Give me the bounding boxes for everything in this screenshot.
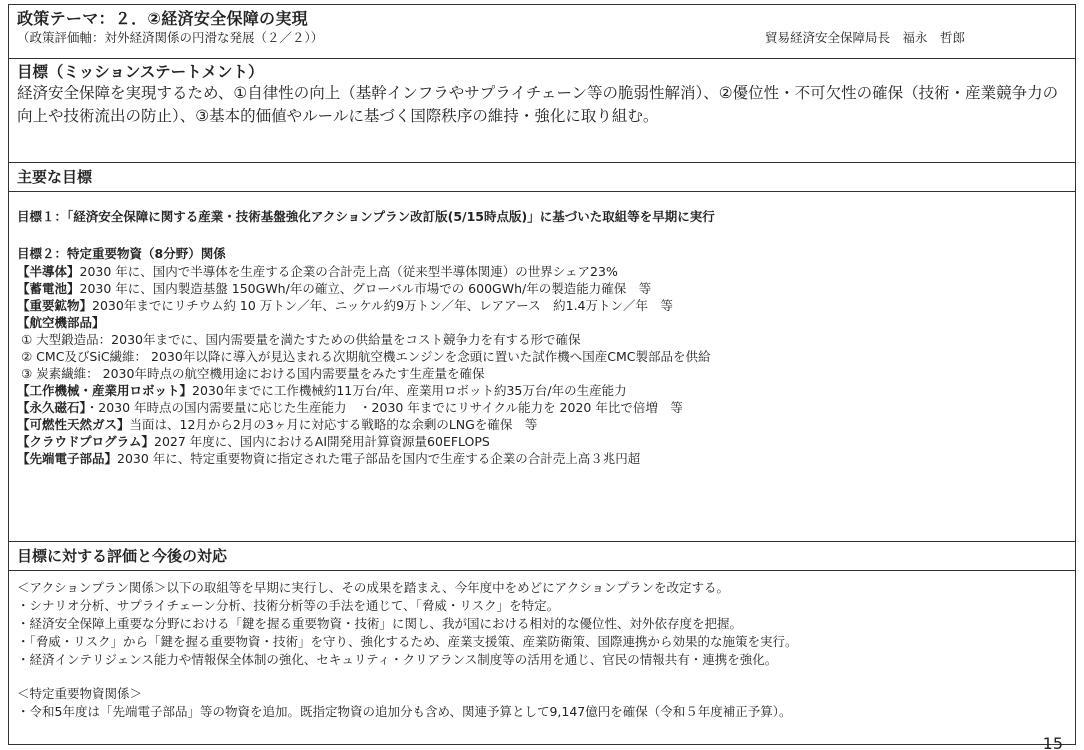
goal-item-text: 2030 年に、国内で半導体を生産する企業の合計売上高（従来型半導体関連）の世界シェア23% xyxy=(79,264,618,279)
evaluation-heading: 目標に対する評価と今後の対応 xyxy=(9,542,1075,571)
aircraft-subitem: ② CMC及びSiC繊維： 2030年以降に導入が見込まれる次期航空機エンジンを念頭に置いた試作機へ国産CMC製部品を供給 xyxy=(21,349,711,364)
goal-item-machine-tools xyxy=(17,382,1067,399)
goal-item-minerals xyxy=(17,297,1067,314)
goal-item-text: 当面は、12月から2月の3ヶ月に対応する戦略的な余剰のLNGを確保 等 xyxy=(129,417,538,432)
goal-item-battery xyxy=(17,280,1067,297)
policy-sheet xyxy=(8,4,1076,750)
evaluation-line: ＜アクションプラン関係＞以下の取組等を早期に実行し、その成果を踏まえ、今年度中をめどにアクションプランを改定する。 xyxy=(17,580,730,595)
goal-item-text: 2027 年度に、国内におけるAI開発用計算資源量60EFLOPS xyxy=(154,434,490,449)
goal-2-heading: 目標２：特定重要物資（8分野）関係 xyxy=(17,246,226,261)
main-goals-heading: 主要な目標 xyxy=(9,163,1075,192)
goal-item-label: 【先端電子部品】 xyxy=(17,451,118,466)
evaluation-section xyxy=(9,571,1075,750)
goal-item-electronic-parts xyxy=(17,450,1067,467)
goal-item-aircraft xyxy=(17,314,1067,331)
goal-item-text: 2030年までにリチウム約 10 万トン／年、ニッケル約9万トン／年、レアアース 約1.4万トン／年 等 xyxy=(92,298,674,313)
goal-item-cloud xyxy=(17,433,1067,450)
evaluation-line: ・令和5年度は「先端電子部品」等の物資を追加。既指定物資の追加分も含め、関連予算として9,147億円を確保（令和５年度補正予算）。 xyxy=(17,704,792,719)
goal-item-label: 【クラウドプログラム】 xyxy=(17,434,155,449)
evaluation-line: ・経済インテリジェンス能力や情報保全体制の強化、セキュリティ・クリアランス制度等の活用を通じ、官民の情報共有・連携を強化。 xyxy=(17,652,778,667)
goal-item-label: 【永久磁石】 xyxy=(17,400,86,415)
goal-item-label: 【工作機械・産業用ロボット】 xyxy=(17,383,193,398)
responsible-person: 貿易経済安全保障局長 福永 哲郎 xyxy=(765,30,966,45)
goal-item-text: 2030 年に、特定重要物資に指定された電子部品を国内で生産する企業の合計売上高３兆円超 xyxy=(117,451,641,466)
header-section xyxy=(9,5,1075,59)
goal-1: 目標１：「経済安全保障に関する産業・技術基盤強化アクションプラン改訂版(5/15時点版)」に基づいた取組等を早期に実行 xyxy=(17,209,715,224)
mission-section xyxy=(9,59,1075,163)
mission-body: 経済安全保障を実現するため、①自律性の向上（基幹インフラやサプライチェーン等の脆弱性解消）、②優位性・不可欠性の確保（技術・産業競争力の向上や技術流出の防止）、③基本的価値やルールに基づく国際秩序の維持・強化に取り組む。 xyxy=(17,84,1059,125)
policy-title: 政策テーマ：２．②経済安全保障の実現 xyxy=(17,9,308,28)
aircraft-subitem: ① 大型鍛造品：2030年までに、国内需要量を満たすための供給量をコスト競争力を有する形で確保 xyxy=(21,332,581,347)
goal-item-text: 2030 年に、国内製造基盤 150GWh/年の確立、グローバル市場での 600GWh/年の製造能力確保 等 xyxy=(79,281,652,296)
goal-item-semiconductor xyxy=(17,263,1067,280)
main-goals-section xyxy=(9,208,1075,542)
policy-subtitle: （政策評価軸：対外経済関係の円滑な発展（２／２）） xyxy=(17,30,324,45)
goal-item-label: 【重要鉱物】 xyxy=(17,298,93,313)
evaluation-line: ・経済安全保障上重要な分野における「鍵を握る重要物資・技術」に関し、我が国における相対的な優位性、対外依存度を把握。 xyxy=(17,616,743,631)
goal-item-label: 【半導体】 xyxy=(17,264,80,279)
goal-item-text: 2030年までに工作機械約11万台/年、産業用ロボット約35万台/年の生産能力 xyxy=(192,383,627,398)
spacer xyxy=(17,669,1067,685)
goal-item-text: ・2030 年時点の国内需要量に応じた生産能力 ・2030 年までにリサイクル能力を 2020 年比で倍増 等 xyxy=(85,400,683,415)
goal-item-magnets xyxy=(17,399,1067,416)
goal-item-natural-gas xyxy=(17,416,1067,433)
aircraft-subitem: ③ 炭素繊維： 2030年時点の航空機用途における国内需要量をみたす生産量を確保 xyxy=(21,366,485,381)
evaluation-line: ＜特定重要物資関係＞ xyxy=(17,686,143,701)
evaluation-line: ・「脅威・リスク」から「鍵を握る重要物資・技術」を守り、強化するため、産業支援策、産業防衛策、国際連携から効果的な施策を実行。 xyxy=(17,634,798,649)
goal-item-label: 【航空機部品】 xyxy=(17,315,105,330)
mission-heading: 目標（ミッションステートメント） xyxy=(17,63,264,81)
goal-item-label: 【蓄電池】 xyxy=(17,281,80,296)
goal-item-label: 【可燃性天然ガス】 xyxy=(17,417,130,432)
page-number: 15 xyxy=(1042,734,1063,750)
evaluation-line: ・シナリオ分析、サプライチェーン分析、技術分析等の手法を通じて、「脅威・リスク」を特定。 xyxy=(17,598,560,613)
